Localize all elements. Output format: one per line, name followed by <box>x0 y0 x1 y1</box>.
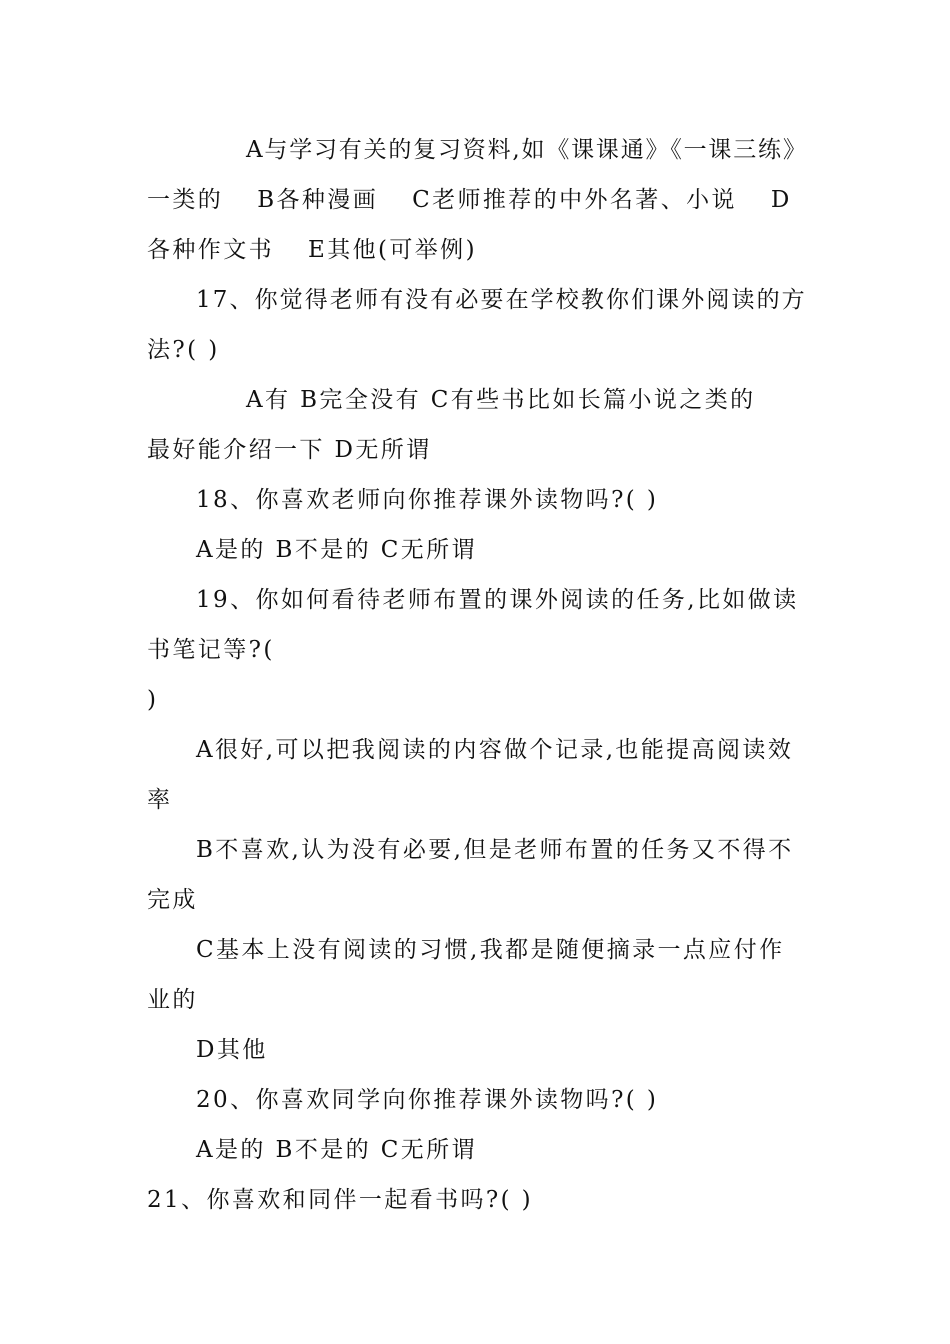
q16-option-d-label: D <box>770 187 792 213</box>
q17-options: A有 B完全没有 C有些书比如长篇小说之类的 <box>246 387 756 413</box>
q16-option-a-continuation: 一类的 <box>147 187 224 213</box>
q17-question-continuation: 法?( ) <box>147 337 220 363</box>
q16-options-row <box>147 185 812 215</box>
q16-option-a: A与学习有关的复习资料,如《课课通》《一课三练》 <box>246 137 808 163</box>
q19-question-continuation: 书笔记等?( <box>147 637 275 663</box>
q19-option-b: B不喜欢,认为没有必要,但是老师布置的任务又不得不 <box>196 837 794 863</box>
q19-option-c-continuation: 业的 <box>147 987 198 1013</box>
q16-options-row-2 <box>147 235 812 265</box>
q19-option-a-continuation: 率 <box>147 787 173 813</box>
q16-option-d-text: 各种作文书 <box>147 237 274 263</box>
q19-option-d: D其他 <box>196 1037 268 1063</box>
q19-option-c: C基本上没有阅读的习惯,我都是随便摘录一点应付作 <box>196 937 785 963</box>
q20-options: A是的 B不是的 C无所谓 <box>196 1137 477 1163</box>
q19-option-a: A很好,可以把我阅读的内容做个记录,也能提高阅读效 <box>196 737 794 763</box>
q18-question: 18、你喜欢老师向你推荐课外读物吗?( ) <box>196 487 659 513</box>
q20-question: 20、你喜欢同学向你推荐课外读物吗?( ) <box>196 1087 659 1113</box>
q16-option-c: C老师推荐的中外名著、小说 <box>412 187 737 213</box>
q18-options: A是的 B不是的 C无所谓 <box>196 537 477 563</box>
q16-option-b: B各种漫画 <box>257 187 379 213</box>
q19-question-close: ) <box>147 687 159 713</box>
q17-question: 17、你觉得老师有没有必要在学校教你们课外阅读的方 <box>196 287 807 313</box>
q21-question: 21、你喜欢和同伴一起看书吗?( ) <box>147 1187 534 1213</box>
q16-option-e: E其他(可举例) <box>308 237 477 263</box>
q19-question: 19、你如何看待老师布置的课外阅读的任务,比如做读 <box>196 587 799 613</box>
q17-options-continuation: 最好能介绍一下 D无所谓 <box>147 437 432 463</box>
q19-option-b-continuation: 完成 <box>147 887 198 913</box>
